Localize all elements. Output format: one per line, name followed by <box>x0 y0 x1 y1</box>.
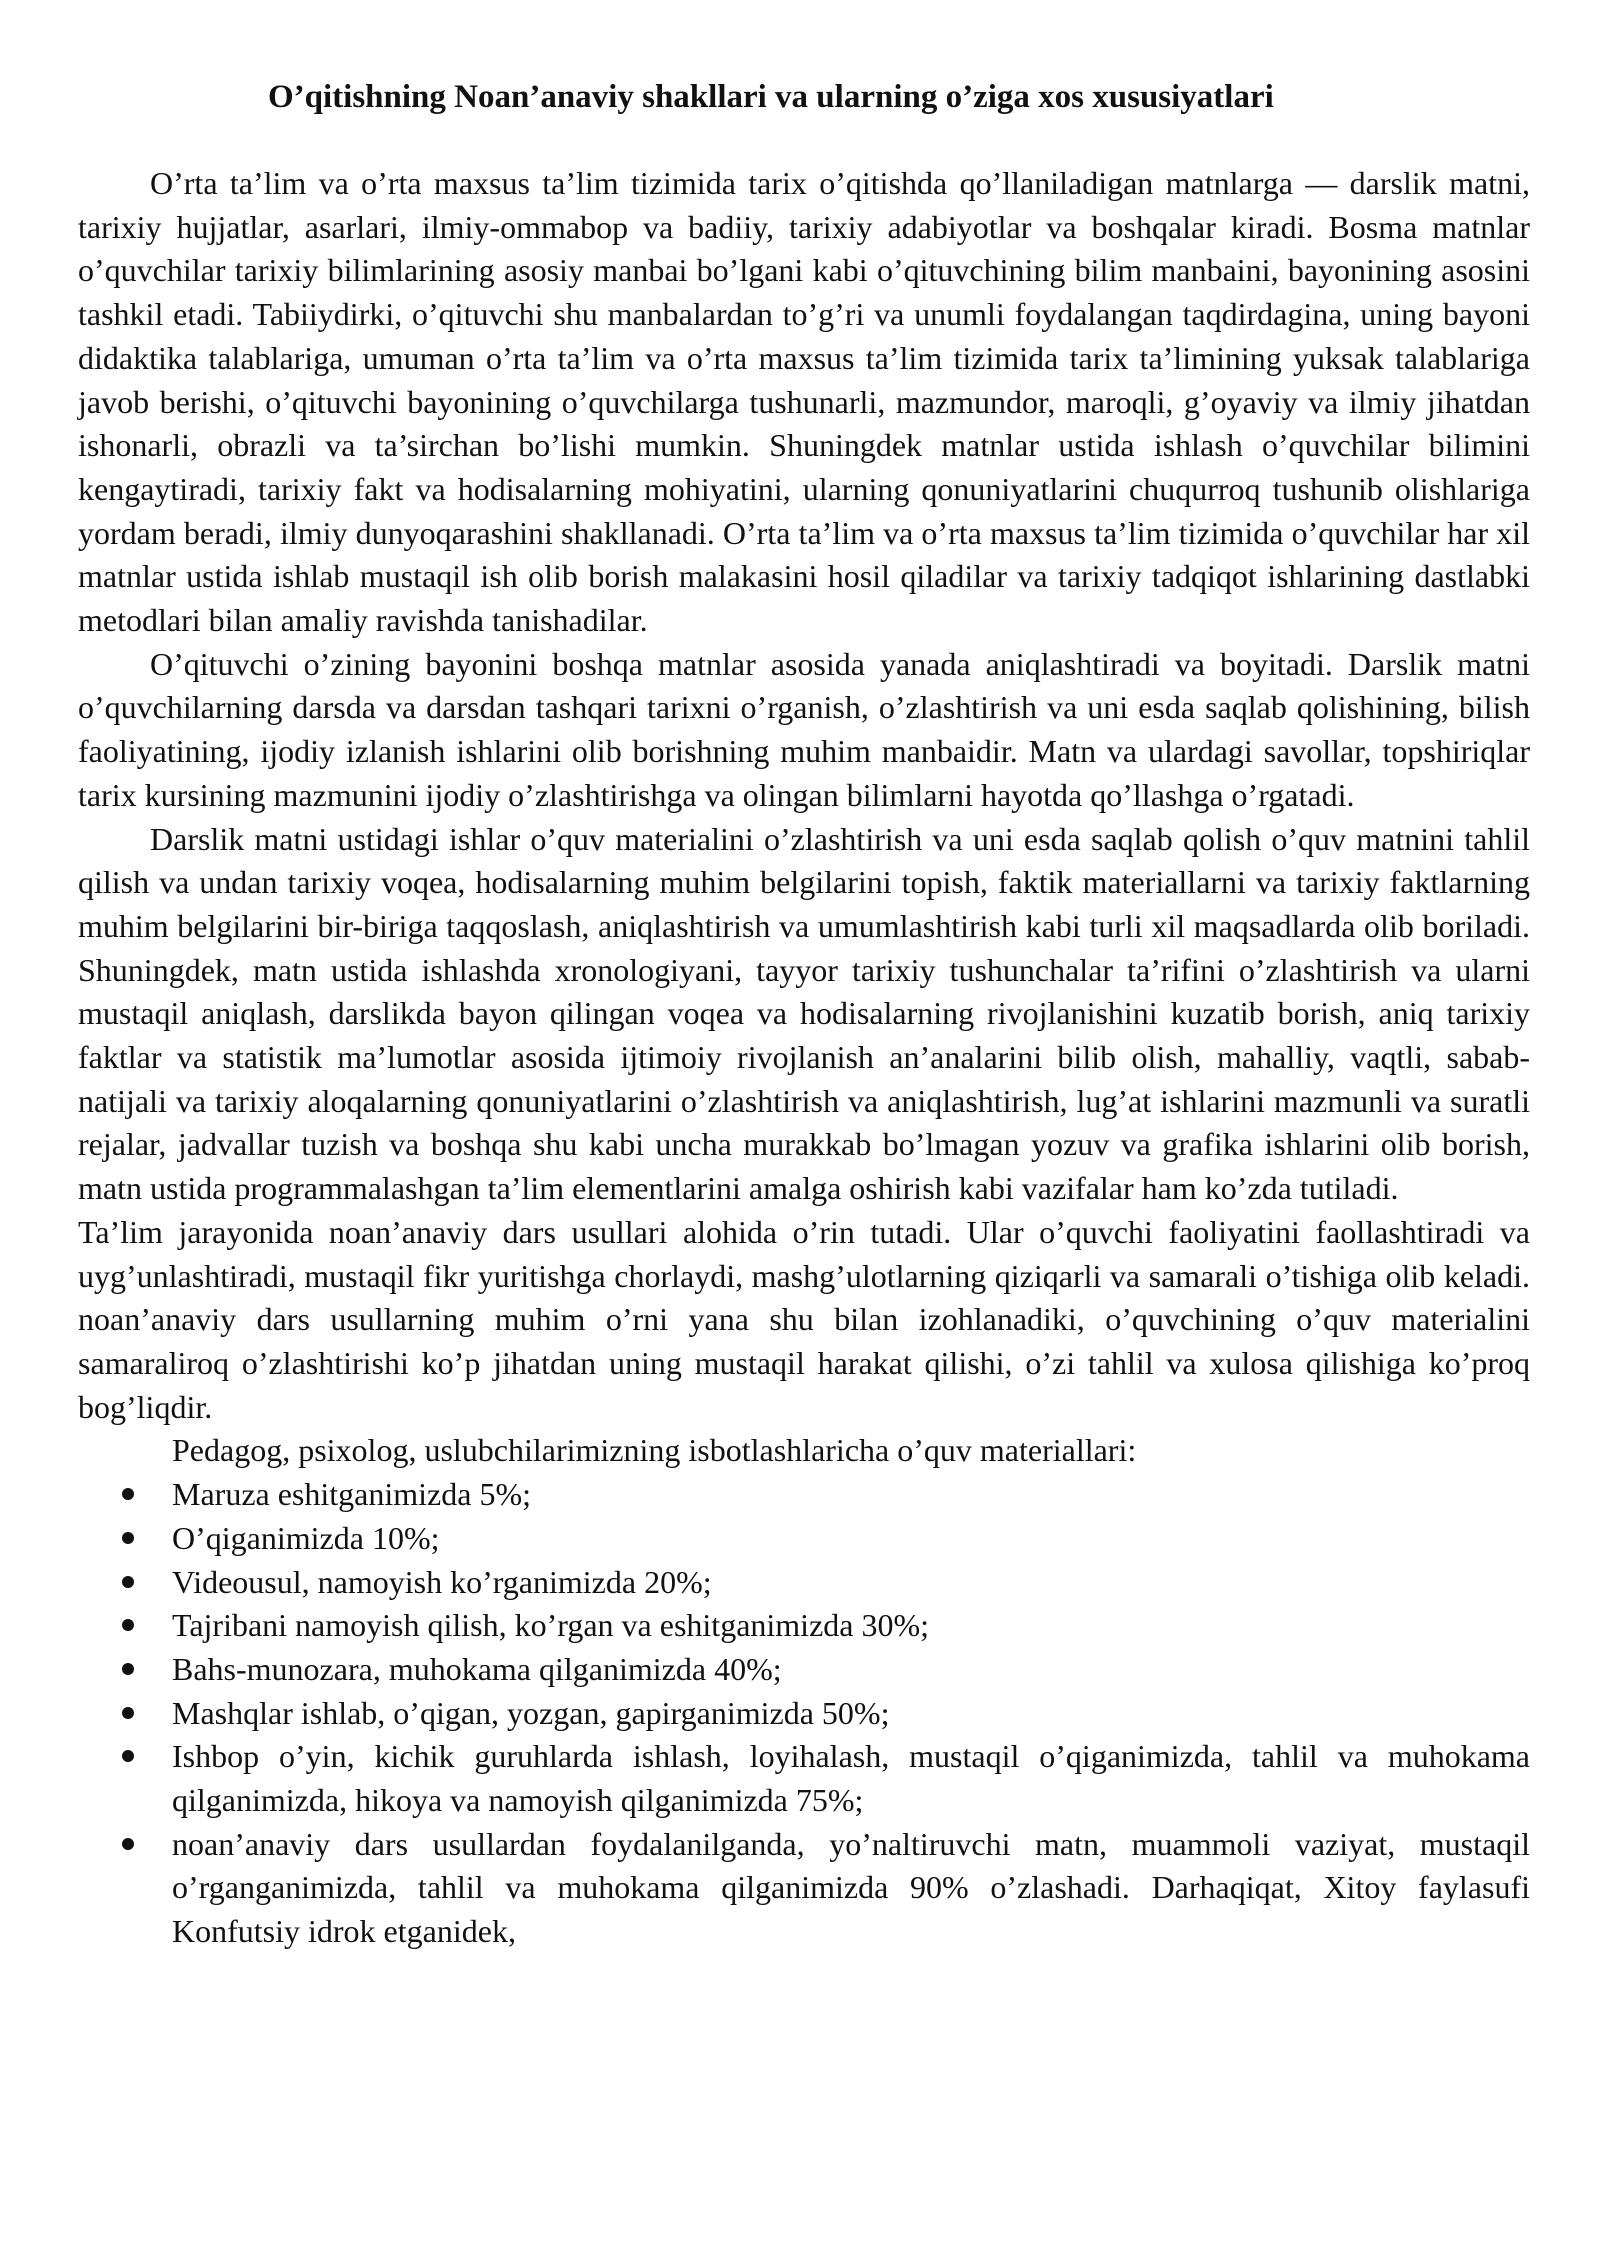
bullet-icon <box>122 1663 134 1675</box>
paragraph-texts: O’rta ta’lim va o’rta maxsus ta’lim tizimida tarix o’qitishda qo’llaniladigan matnlarga — darslik matni, tarixiy hujjatlar, asarlari, ilmiy-ommabop va badiiy, tarixiy adabiyotlar va boshqalar kiradi. Bosma matnlar o’quvchilar tarixiy bilimlarining asosiy manbai bo’lgani kabi o’qituvchining bilim manbaini, bayonining asosini tashkil etadi. Tabiiydirki, o’qituvchi shu manbalardan to’g’ri va unumli foydalangan taqdirdagina, uning bayoni didaktika talablariga, umuman o’rta ta’lim va o’rta maxsus ta’lim tizimida tarix ta’limining yuksak talablariga javob berishi, o’qituvchi bayonining o’quvchilarga tushunarli, mazmundor, maroqli, g’oyaviy va ilmiy jihatdan ishonarli, obrazli va ta’sirchan bo’lishi mumkin. Shuningdek matnlar ustida ishlash o’quvchilar bilimini kengaytiradi, tarixiy fakt va hodisalarning mohiyatini, ularning qonuniyatlarini chuqurroq tushunib olishlariga yordam beradi, ilmiy dunyoqarashini shakllanadi. O’rta ta’lim va o’rta maxsus ta’lim tizimida o’quvchilar har xil matnlar ustida ishlab mustaqil ish olib borish malakasini hosil qiladilar va tarixiy tadqiqot ishlarining dastlabki metodlari bilan amaliy ravishda tanishadilar. <box>78 165 1530 639</box>
list-item <box>78 1604 1530 1648</box>
bullet-icon <box>122 1576 134 1588</box>
document-title: O’qitishning Noan’anaviy shakllari va ularning o’ziga xos xususiyatlari <box>268 79 1274 115</box>
bullet-icon <box>122 1619 134 1631</box>
document-page <box>78 72 1530 1954</box>
paragraph-teacher-presentation: O’qituvchi o’zining bayonini boshqa matnlar asosida yanada aniqlashtiradi va boyitadi. Darslik matni o’quvchilarning darsda va darsdan tashqari tarixni o’rganish, o’zlashtirish va uni esda saqlab qolishining, bilish faoliyatining, ijodiy izlanish ishlarini olib borishning muhim manbaidir. Matn va ulardagi savollar, topshiriqlar tarix kursining mazmunini ijodiy o’zlashtirishga va olingan bilimlarni hayotda qo’llashga o’rgatadi. <box>78 645 1530 813</box>
list-item <box>78 1823 1530 1954</box>
list-item-text: Videousul, namoyish ko’rganimizda 20%; <box>172 1563 712 1600</box>
list-item-text: Tajribani namoyish qilish, ko’rgan va eshitganimizda 30%; <box>172 1607 930 1644</box>
bullet-icon <box>122 1488 134 1500</box>
list-item <box>78 1473 1530 1517</box>
list-item-text: O’qiganimizda 10%; <box>172 1519 440 1556</box>
list-item <box>78 1735 1530 1822</box>
list-item <box>78 1561 1530 1605</box>
retention-list <box>78 1473 1530 1954</box>
list-item <box>78 1692 1530 1736</box>
bullet-icon <box>122 1707 134 1719</box>
list-item-text: noan’anaviy dars usullardan foydalanilganda, yo’naltiruvchi matn, muammoli vaziyat, mustaqil o’rganganimizda, tahlil va muhokama qilganimizda 90% o’zlashadi. Darhaqiqat, Xitoy faylasufi Konfutsiy idrok etganidek, <box>172 1825 1530 1950</box>
paragraph-nontraditional-methods: Ta’lim jarayonida noan’anaviy dars usullari alohida o’rin tutadi. Ular o’quvchi faoliyatini faollashtiradi va uyg’unlashtiradi, mustaqil fikr yuritishga chorlaydi, mashg’ulotlarning qiziqarli va samarali o’tishiga olib keladi. noan’anaviy dars usullarning muhim o’rni yana shu bilan izohlanadiki, o’quvchining o’quv materialini samaraliroq o’zlashtirishi ko’p jihatdan uning mustaqil harakat qilishi, o’zi tahlil va xulosa qilishiga ko’proq bog’liqdir. <box>78 1213 1530 1425</box>
bullet-icon <box>122 1750 134 1762</box>
list-intro: Pedagog, psixolog, uslubchilarimizning isbotlashlaricha o’quv materiallari: <box>172 1432 1137 1469</box>
list-item <box>78 1517 1530 1561</box>
list-item-text: Ishbop o’yin, kichik guruhlarda ishlash, loyihalash, mustaqil o’qiganimizda, tahlil va muhokama qilganimizda, hikoya va namoyish qilganimizda 75%; <box>172 1738 1530 1819</box>
paragraph-textbook-work: Darslik matni ustidagi ishlar o’quv materialini o’zlashtirish va uni esda saqlab qolish o’quv matnini tahlil qilish va undan tarixiy voqea, hodisalarning muhim belgilarini topish, faktik materiallarni va tarixiy faktlarning muhim belgilarini bir-biriga taqqoslash, aniqlashtirish va umumlashtirish kabi turli xil maqsadlarda olib boriladi. Shuningdek, matn ustida ishlashda xronologiyani, tayyor tarixiy tushunchalar ta’rifini o’zlashtirish va ularni mustaqil aniqlash, darslikda bayon qilingan voqea va hodisalarning rivojlanishini kuzatib borish, aniq tarixiy faktlar va statistik ma’lumotlar asosida ijtimoiy rivojlanish an’analarini bilib olish, mahalliy, vaqtli, sabab-natijali va tarixiy aloqalarning qonuniyatlarini o’zlashtirish va aniqlashtirish, lug’at ishlarini mazmunli va suratli rejalar, jadvallar tuzish va boshqa shu kabi uncha murakkab bo’lmagan yozuv va grafika ishlarini olib borish, matn ustida programmalashgan ta’lim elementlarini amalga oshirish kabi vazifalar ham ko’zda tutiladi. <box>78 820 1530 1207</box>
list-item-text: Mashqlar ishlab, o’qigan, yozgan, gapirganimizda 50%; <box>172 1694 890 1731</box>
list-item-text: Bahs-munozara, muhokama qilganimizda 40%; <box>172 1650 782 1687</box>
bullet-icon <box>122 1532 134 1544</box>
list-item-text: Maruza eshitganimizda 5%; <box>172 1476 531 1513</box>
bullet-icon <box>122 1838 134 1850</box>
list-item <box>78 1648 1530 1692</box>
